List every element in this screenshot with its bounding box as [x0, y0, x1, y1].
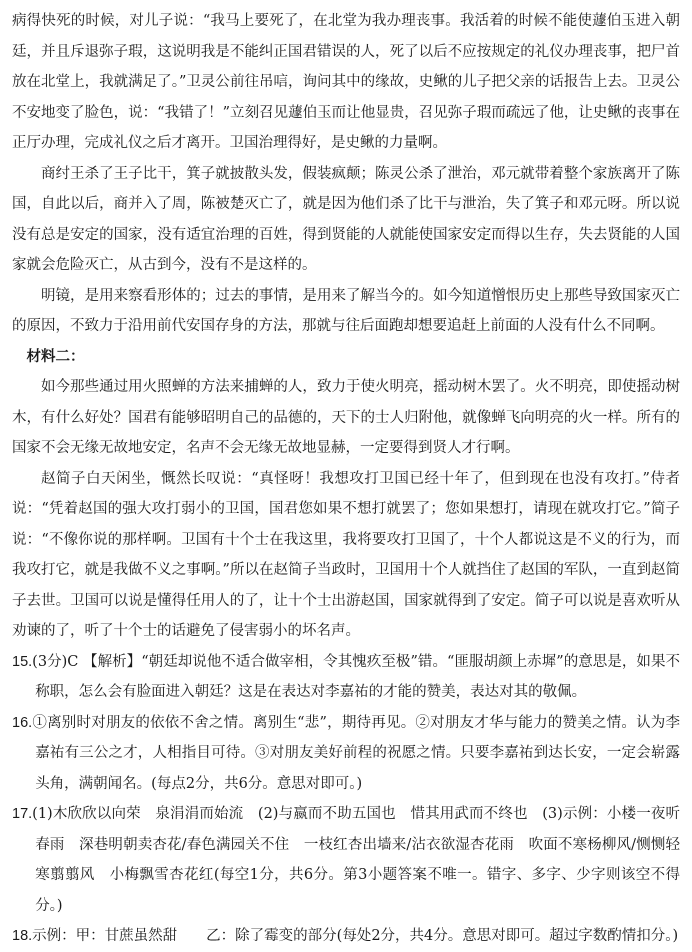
material1-paragraph-3: 明镜，是用来察看形体的；过去的事情，是用来了解当今的。如今知道憎恨历史上那些导致国家灭亡的原因，不致力于沿用前代安国存身的方法，那就与往后面跑却想要追赶上前面的人没有什么不同啊。 [12, 287, 680, 334]
material1-paragraph-2: 商纣王杀了王子比干，箕子就披散头发，假装疯颠；陈灵公杀了泄治，邓元就带着整个家族离开了陈国，自此以后，商并入了周，陈被楚灭亡了，就是因为他们杀了比干与泄治，失了箕子和邓元呀。所以说没有总是安定的国家，没有适宜治理的百姓，得到贤能的人就能使国家安定而得以生存，失去贤能的人国家就会危险灭亡，从古到今，没有不是这样的。 [12, 165, 680, 273]
answer-text: ①离别时对朋友的依依不舍之情。离别生“悲”，期待再见。②对朋友才华与能力的赞美之情。认为李嘉祐有三公之才，人相指目可待。③对朋友美好前程的祝愿之情。只要李嘉祐到达长安，一定会崭露头角，满朝闻名。(每点2分，共6分。意思对即可。) [32, 714, 680, 792]
answer-number: 17. [12, 806, 33, 822]
answer-text: (1)木欣欣以向荣 泉涓涓而始流 (2)与嬴而不助五国也 惜其用武而不终也 (3)示例：小楼一夜听春雨 深巷明朝卖杏花/春色满园关不住 一枝红杏出墙来/沾衣欲湿杏花雨 吹面不寒杨柳风/恻恻轻寒翦翦风 小梅飘雪杏花红(每空1分，共6分。第3小题答案不唯一。错字、多字、少字则该空不得分。) [32, 806, 680, 914]
answer-18 [12, 921, 680, 952]
material2-paragraph-2: 赵简子白天闲坐，慨然长叹说：“真怪呀！我想攻打卫国已经十年了，但到现在也没有攻打。”侍者说：“凭着赵国的强大攻打弱小的卫国，国君您如果不想打就罢了；您如果想打，请现在就攻打它。”简子说：“不像你说的那样啊。卫国有十个士在我这里，我将要攻打卫国了，十个人都说这是不义的行为，而我攻打它，就是我做不义之事啊。”所以在赵简子当政时，卫国用十个人就挡住了赵国的军队，一直到赵简子去世。卫国可以说是懂得任用人的了，让十个士出游赵国，国家就得到了安定。简子可以说是喜欢听从劝谏的了，听了十个士的话避免了侵害弱小的坏名声。 [12, 470, 680, 639]
answer-17 [12, 799, 680, 921]
answer-16 [12, 708, 680, 800]
material1-paragraph-1: 病得快死的时候，对儿子说：“我马上要死了，在北堂为我办理丧事。我活着的时候不能使蘧伯玉进入朝廷，并且斥退弥子瑕，这说明我是不能纠正国君错误的人，死了以后不应按规定的礼仪办理丧事，把尸首放在北堂上，我就满足了。”卫灵公前往吊唁，询问其中的缘故，史鳅的儿子把父亲的话报告上去。卫灵公不安地变了脸色，说：“我错了！”立刻召见蘧伯玉而让他显贵，召见弥子瑕而疏远了他，让史鳅的丧事在正厅办理，完成礼仪之后才离开。卫国治理得好，是史鳅的力量啊。 [12, 13, 680, 151]
material2-heading: 材料二： [26, 347, 85, 365]
answer-15 [12, 647, 680, 708]
answer-number: 16. [12, 714, 33, 731]
answer-number: 18. [12, 928, 33, 944]
material2-paragraph-1: 如今那些通过用火照蝉的方法来捕蝉的人，致力于使火明亮，摇动树木罢了。火不明亮，即使摇动树木，有什么好处？国君有能够昭明自己的品德的，天下的士人归附他，就像蝉飞向明亮的火一样。所有的国家不会无缘无故地安定，名声不会无缘无故地显赫，一定要得到贤人才行啊。 [12, 379, 680, 456]
answer-text: (3分)C 【解析】“朝廷却说他不适合做宰相，令其愧疚至极”错。“匪服胡颜上赤墀”的意思是，如果不称职，怎么会有脸面进入朝廷？这是在表达对李嘉祐的才能的赞美，表达对其的敬佩。 [32, 653, 680, 700]
answer-number: 15. [12, 653, 33, 670]
answer-text: 示例：甲：甘蔗虽然甜 乙：除了霉变的部分(每处2分，共4分。意思对即可。超过字数酌情扣分。) [32, 928, 679, 944]
